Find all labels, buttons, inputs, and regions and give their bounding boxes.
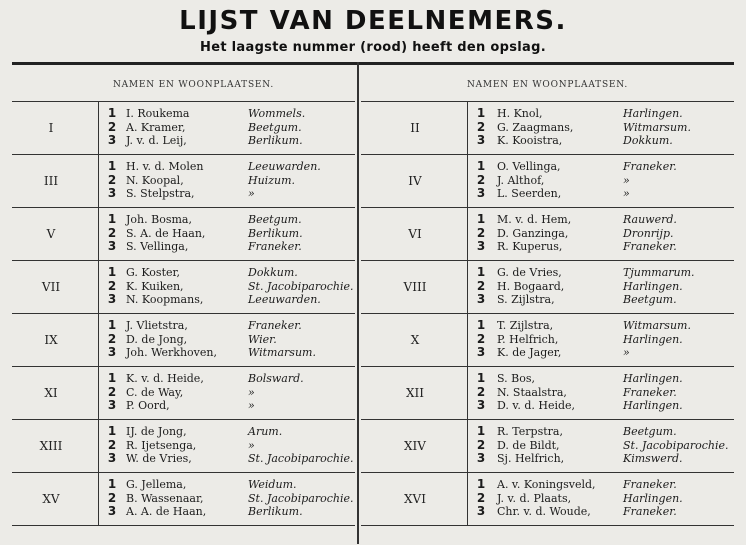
column-divider (357, 62, 359, 544)
participant-number: 1 (476, 159, 486, 173)
participant-name: Sj. Helfrich, (497, 452, 565, 465)
participant-place: Franeker. (248, 240, 302, 253)
participant-name: IJ. de Jong, (126, 425, 187, 438)
group-number: XII (405, 386, 425, 400)
participant-place: Leeuwarden. (248, 293, 321, 306)
participant-name: S. Stelpstra, (126, 187, 195, 200)
participant-entry (98, 293, 355, 307)
participant-list (98, 213, 355, 254)
participant-number: 1 (476, 106, 486, 120)
group-number: VIII (403, 280, 427, 294)
participant-list (467, 372, 734, 413)
participant-place: Arum. (248, 425, 283, 438)
participant-name: D. v. d. Heide, (497, 399, 576, 412)
participant-number: 2 (476, 490, 486, 505)
participant-number: 2 (107, 437, 117, 452)
participant-place: » (248, 438, 255, 452)
participant-number: 1 (107, 371, 117, 385)
participant-name: N. Koopmans, (126, 293, 204, 306)
participant-number: 2 (107, 172, 117, 187)
participant-number: 2 (107, 278, 117, 293)
participant-number: 3 (107, 345, 117, 359)
participant-entry (467, 399, 734, 413)
participant-number: 3 (476, 239, 486, 253)
participant-place: Harlingen. (623, 279, 683, 293)
participant-place: Berlikum. (248, 134, 303, 147)
participant-name: C. de Way, (126, 385, 184, 399)
participant-place: Huizum. (248, 173, 296, 187)
participant-list (467, 213, 734, 254)
participant-name: G. Koster, (126, 266, 181, 279)
participant-place: Franeker. (623, 385, 677, 399)
participant-entry (98, 319, 355, 333)
group-number: XV (42, 492, 60, 506)
participant-name: T. Zijlstra, (497, 319, 554, 332)
participant-number: 3 (476, 186, 486, 200)
group-number: VI (408, 227, 422, 241)
participant-name: L. Seerden, (497, 187, 562, 200)
participant-name: R. Terpstra, (497, 425, 563, 438)
group-number: XIII (39, 439, 63, 453)
participant-entry (467, 121, 734, 135)
participant-place: Beetgum. (623, 293, 677, 306)
participant-place: Witmarsum. (623, 120, 691, 134)
group-row (361, 473, 734, 526)
participant-name: A. A. de Haan, (126, 505, 207, 518)
participant-entry (467, 174, 734, 188)
group-number: V (46, 227, 56, 241)
participant-number: 1 (107, 212, 117, 226)
participant-name: Joh. Bosma, (126, 213, 192, 226)
participant-number: 2 (476, 225, 486, 240)
participant-entry (98, 439, 355, 453)
participant-name: G. Zaagmans, (497, 120, 574, 134)
participant-place: St. Jacobiparochie. (248, 452, 354, 465)
participant-list (467, 266, 734, 307)
participant-number: 1 (107, 265, 117, 279)
participant-entry (467, 227, 734, 241)
participant-place: St. Jacobiparochie. (248, 491, 354, 505)
group-row (361, 155, 734, 208)
participant-number: 1 (107, 159, 117, 173)
group-number: XI (44, 386, 58, 400)
participant-number: 3 (476, 451, 486, 465)
participant-list (98, 425, 355, 466)
group-row (361, 102, 734, 155)
left-column-header: NAMEN EN WOONPLAATSEN. (12, 65, 355, 102)
participant-list (98, 372, 355, 413)
left-rows (12, 102, 355, 526)
participant-list (98, 478, 355, 519)
participant-name: S. Vellinga, (126, 240, 189, 253)
participant-entry (98, 187, 355, 201)
participant-list (467, 478, 734, 519)
participant-place: Beetgum. (248, 120, 302, 134)
participant-place: St. Jacobiparochie. (248, 279, 354, 293)
participant-entry (467, 492, 734, 506)
participant-number: 2 (107, 225, 117, 240)
group-number: VII (41, 280, 61, 294)
participant-name: K. v. d. Heide, (126, 372, 204, 385)
participant-entry (467, 425, 734, 439)
participant-entry (467, 346, 734, 360)
participant-place: Franeker. (623, 505, 677, 518)
participant-entry (98, 213, 355, 227)
participant-list (467, 319, 734, 360)
participant-list (98, 107, 355, 148)
participant-place: Weidum. (248, 478, 297, 491)
participant-place: » (623, 346, 630, 359)
participant-entry (98, 134, 355, 148)
participant-place: Berlikum. (248, 505, 303, 518)
participant-number: 3 (107, 398, 117, 412)
group-row (361, 420, 734, 473)
participant-name: I. Roukema (126, 107, 190, 120)
participant-entry (467, 452, 734, 466)
participant-entry (98, 280, 355, 294)
participant-number: 2 (476, 384, 486, 399)
participant-number: 1 (476, 424, 486, 438)
participant-name: R. Kuperus, (497, 240, 563, 253)
participant-list (467, 425, 734, 466)
participant-place: Leeuwarden. (248, 160, 321, 173)
participant-number: 3 (107, 186, 117, 200)
participant-place: Harlingen. (623, 332, 683, 346)
participant-entry (467, 386, 734, 400)
participant-number: 1 (107, 477, 117, 491)
group-row (361, 208, 734, 261)
participant-place: Bolsward. (248, 372, 304, 385)
participant-entry (98, 372, 355, 386)
participant-name: Chr. v. d. Woude, (497, 505, 591, 518)
participant-number: 3 (476, 345, 486, 359)
right-column (361, 65, 734, 545)
participant-entry (98, 227, 355, 241)
participant-number: 1 (476, 265, 486, 279)
left-column (12, 65, 355, 545)
participant-entry (98, 266, 355, 280)
participant-entry (98, 346, 355, 360)
participant-number: 3 (107, 239, 117, 253)
participant-number: 2 (107, 331, 117, 346)
group-row (12, 261, 355, 314)
right-column-header: NAMEN EN WOONPLAATSEN. (361, 65, 734, 102)
participant-number: 1 (476, 318, 486, 332)
participant-place: Harlingen. (623, 399, 683, 412)
participant-name: B. Wassenaar, (126, 491, 204, 505)
participant-number: 2 (476, 278, 486, 293)
participant-name: S. A. de Haan, (126, 226, 206, 240)
participant-place: » (623, 173, 630, 187)
participant-name: P. Helfrich, (497, 332, 559, 346)
participant-entry (467, 333, 734, 347)
group-number: III (43, 174, 59, 188)
participant-entry (467, 372, 734, 386)
participant-name: J. Vlietstra, (126, 319, 188, 332)
participant-place: Franeker. (623, 240, 677, 253)
participant-place: Wommels. (248, 107, 306, 120)
participant-place: Dokkum. (248, 266, 298, 279)
page-title: LIJST VAN DEELNEMERS. (179, 6, 567, 36)
participant-name: P. Oord, (126, 399, 170, 412)
participant-name: H. Knol, (497, 107, 543, 120)
participant-entry (467, 478, 734, 492)
group-number: II (410, 121, 420, 135)
participant-list (467, 107, 734, 148)
participant-place: Witmarsum. (623, 319, 691, 332)
participant-number: 3 (107, 504, 117, 518)
participant-name: J. v. d. Plaats, (497, 491, 572, 505)
participants-table (12, 62, 734, 545)
participant-entry (98, 505, 355, 519)
participant-place: » (248, 385, 255, 399)
group-number: IV (408, 174, 422, 188)
participant-place: Dronrijp. (623, 226, 674, 240)
participant-entry (98, 492, 355, 506)
participant-number: 3 (476, 398, 486, 412)
participant-name: K. Kooistra, (497, 134, 563, 147)
participant-number: 2 (476, 331, 486, 346)
participant-number: 3 (107, 451, 117, 465)
participant-place: Beetgum. (248, 213, 302, 226)
participant-entry (467, 439, 734, 453)
participant-place: Kimswerd. (623, 452, 683, 465)
participant-number: 2 (476, 437, 486, 452)
participant-place: » (248, 187, 255, 200)
page-subtitle: Het laagste nummer (rood) heeft den opslag. (200, 40, 546, 55)
group-row (12, 314, 355, 367)
participant-entry (467, 266, 734, 280)
participant-name: G. Jellema, (126, 478, 187, 491)
participant-place: Beetgum. (623, 425, 677, 438)
participant-place: Harlingen. (623, 107, 683, 120)
group-number: XVI (404, 492, 426, 506)
participant-name: H. v. d. Molen (126, 160, 204, 173)
participant-entry (467, 213, 734, 227)
participant-place: Witmarsum. (248, 346, 316, 359)
participant-entry (98, 425, 355, 439)
participant-place: Harlingen. (623, 372, 683, 385)
participant-name: W. de Vries, (126, 452, 192, 465)
group-row (361, 314, 734, 367)
group-number: XIV (404, 439, 426, 453)
participant-name: N. Koopal, (126, 173, 184, 187)
participant-name: K. de Jager, (497, 346, 562, 359)
group-row (361, 367, 734, 420)
participant-entry (467, 240, 734, 254)
participant-list (98, 266, 355, 307)
group-row (361, 261, 734, 314)
group-row (12, 420, 355, 473)
participant-entry (98, 107, 355, 121)
participant-entry (467, 187, 734, 201)
participant-name: Joh. Werkhoven, (126, 346, 217, 359)
participant-list (98, 319, 355, 360)
participant-name: R. Ijetsenga, (126, 438, 197, 452)
participant-place: Franeker. (623, 478, 677, 491)
participant-name: J. Althof, (497, 173, 545, 187)
participant-number: 3 (476, 504, 486, 518)
participant-number: 1 (476, 212, 486, 226)
participant-name: G. de Vries, (497, 266, 562, 279)
participant-name: O. Vellinga, (497, 160, 561, 173)
participant-number: 1 (107, 106, 117, 120)
participant-place: Franeker. (248, 319, 302, 332)
participant-place: Rauwerd. (623, 213, 677, 226)
group-row (12, 473, 355, 526)
participant-entry (467, 107, 734, 121)
participant-number: 3 (476, 292, 486, 306)
participant-number: 3 (476, 133, 486, 147)
group-number: X (410, 333, 420, 347)
group-row (12, 367, 355, 420)
participant-entry (467, 505, 734, 519)
participant-list (467, 160, 734, 201)
participant-place: Dokkum. (623, 134, 673, 147)
participant-entry (98, 174, 355, 188)
participant-name: K. Kuiken, (126, 279, 184, 293)
group-number: IX (44, 333, 58, 347)
participant-place: Tjummarum. (623, 266, 695, 279)
participant-entry (98, 333, 355, 347)
participant-list (98, 160, 355, 201)
group-row (12, 155, 355, 208)
participant-entry (98, 121, 355, 135)
participant-name: M. v. d. Hem, (497, 213, 572, 226)
participant-number: 1 (107, 318, 117, 332)
participant-place: » (248, 399, 255, 412)
participant-place: Wier. (248, 332, 277, 346)
participant-entry (98, 240, 355, 254)
participant-number: 1 (476, 371, 486, 385)
participant-place: Franeker. (623, 160, 677, 173)
participant-place: St. Jacobiparochie. (623, 438, 729, 452)
participant-name: D. Ganzinga, (497, 226, 569, 240)
participant-name: A. v. Koningsveld, (497, 478, 596, 491)
group-row (12, 102, 355, 155)
participant-name: A. Kramer, (126, 120, 186, 134)
participant-name: H. Bogaard, (497, 279, 565, 293)
participant-entry (98, 452, 355, 466)
participant-entry (467, 293, 734, 307)
participant-name: D. de Bildt, (497, 438, 560, 452)
participant-entry (98, 478, 355, 492)
participant-number: 2 (107, 384, 117, 399)
participant-number: 1 (476, 477, 486, 491)
participant-entry (98, 386, 355, 400)
participant-number: 2 (476, 119, 486, 134)
participant-number: 2 (107, 119, 117, 134)
participant-number: 3 (107, 292, 117, 306)
participant-place: » (623, 187, 630, 200)
participant-entry (98, 160, 355, 174)
participant-place: Berlikum. (248, 226, 303, 240)
participant-number: 1 (107, 424, 117, 438)
participant-name: S. Bos, (497, 372, 535, 385)
participant-number: 3 (107, 133, 117, 147)
participant-number: 2 (476, 172, 486, 187)
right-rows (361, 102, 734, 526)
participant-entry (467, 280, 734, 294)
participant-number: 2 (107, 490, 117, 505)
group-row (12, 208, 355, 261)
participant-name: D. de Jong, (126, 332, 188, 346)
participant-entry (467, 319, 734, 333)
participant-name: S. Zijlstra, (497, 293, 555, 306)
participant-entry (467, 160, 734, 174)
participant-place: Harlingen. (623, 491, 683, 505)
group-number: I (48, 121, 54, 135)
participant-entry (98, 399, 355, 413)
participant-name: J. v. d. Leij, (126, 134, 187, 147)
participant-name: N. Staalstra, (497, 385, 567, 399)
participant-entry (467, 134, 734, 148)
